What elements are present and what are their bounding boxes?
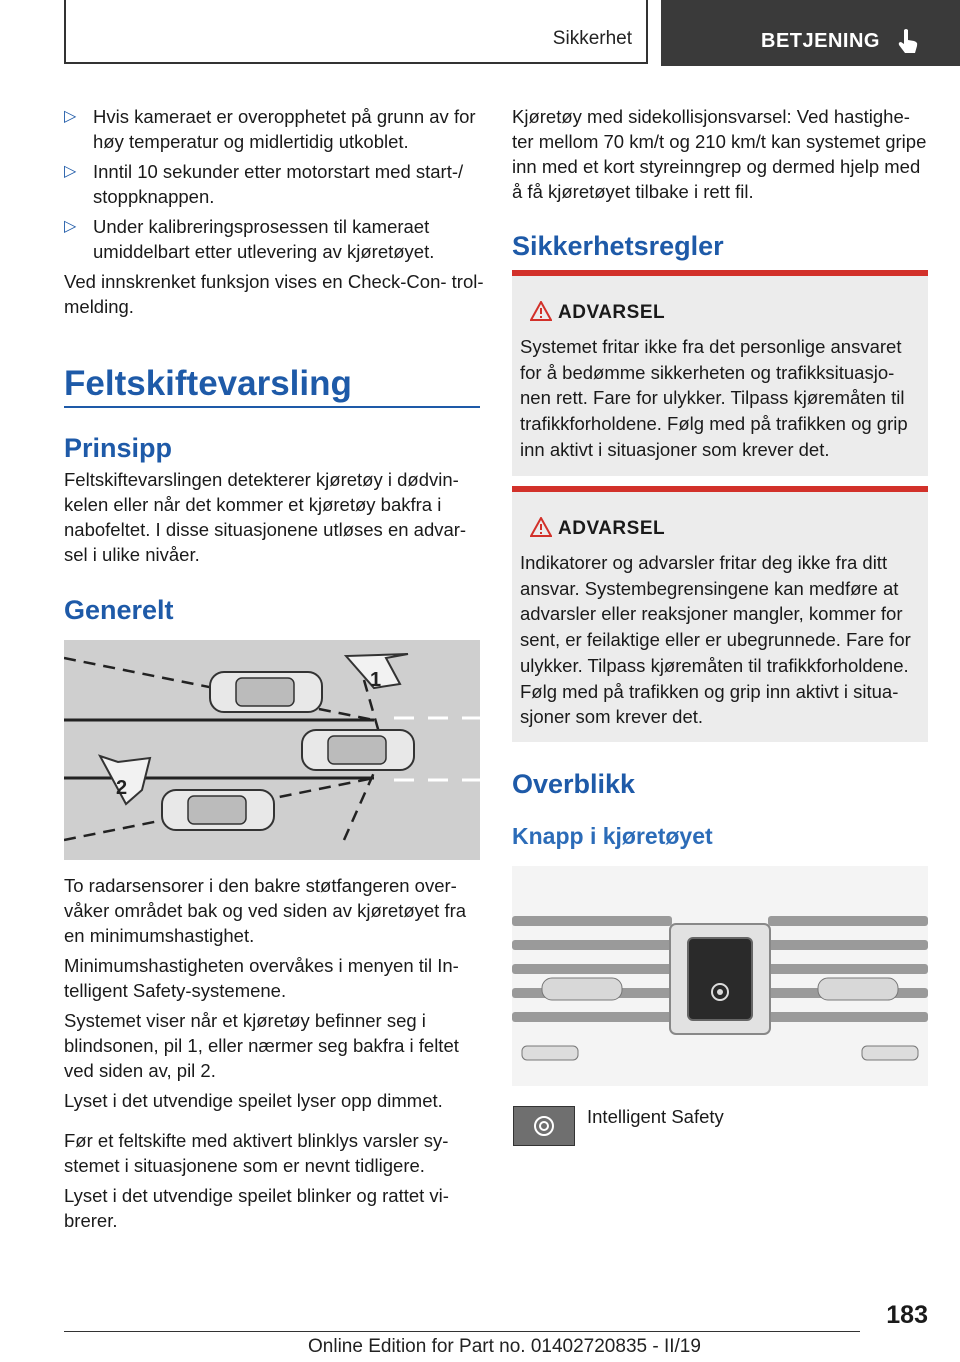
general-text — [64, 873, 484, 1233]
triangle-bullet-icon: ▷ — [64, 163, 77, 180]
car-top-icon — [210, 672, 322, 712]
list-item-text: Under kalibreringsprosessen til kameraet umiddelbart etter utlevering av kjøretøyet. — [93, 216, 435, 262]
warning-title: ADVARSEL — [520, 516, 920, 542]
principle-text: Feltskiftevarslingen detekterer kjøretøy i dødvin- kelen eller når det kommer et kjøretøy bakfra i nabofeltet. I disse situasjonene utløses en advar- sel i ulike nivåer. — [64, 469, 467, 565]
lane-change-diagram — [64, 640, 480, 860]
left-column — [64, 104, 484, 319]
general-section — [64, 594, 174, 626]
paragraph: To radarsensorer i den bakre støtfangeren over- våker området bak og ved siden av kjøretøyet fra en minimumshastighet. — [64, 875, 467, 946]
car-top-icon — [302, 730, 414, 770]
button-heading: Knapp i kjøretøyet — [512, 823, 713, 849]
list-item-text: Hvis kameraet er overopphetet på grunn av for høy temperatur og midlertidig utkoblet. — [93, 106, 476, 152]
paragraph: Kjøretøy med sidekollisjonsvarsel: Ved hastighe- ter mellom 70 km/t og 210 km/t kan systemet gripe inn med et kort styreinngrep og dermed hjelp med å få kjøretøyet tilbake i rett fil. — [512, 106, 927, 202]
car-top-icon — [162, 790, 274, 830]
title-underline — [64, 406, 480, 408]
right-intro — [512, 104, 932, 204]
warning-box — [512, 270, 928, 476]
warning-box — [512, 486, 928, 742]
hand-pointer-icon — [897, 28, 921, 56]
paragraph: Lyset i det utvendige speilet lyser opp dimmet. — [64, 1090, 443, 1111]
principle-heading: Prinsipp — [64, 433, 173, 463]
list-item-text: Inntil 10 sekunder etter motorstart med start-/ stoppknappen. — [93, 161, 464, 207]
page-title: Feltskiftevarsling — [64, 364, 352, 403]
svg-text:2: 2 — [116, 777, 128, 799]
dashboard-button-illustration — [512, 866, 928, 1086]
button-section — [512, 822, 713, 850]
paragraph: Lyset i det utvendige speilet blinker og rattet vi- brerer. — [64, 1185, 449, 1231]
safety-section — [512, 230, 724, 262]
header-section-label: Sikkerhet — [552, 28, 632, 49]
list-item — [64, 159, 484, 209]
principle-section — [64, 432, 484, 567]
triangle-bullet-icon: ▷ — [64, 218, 77, 235]
warning-triangle-icon — [530, 517, 552, 537]
footer-edition: Online Edition for Part no. 01402720835 - II/19 — [308, 1336, 701, 1357]
triangle-bullet-icon: ▷ — [64, 108, 77, 125]
overview-heading: Overblikk — [512, 769, 636, 799]
paragraph: Minimumshastigheten overvåkes i menyen til In- telligent Safety-systemene. — [64, 955, 459, 1001]
header-section-tab — [64, 0, 648, 64]
header-chapter-label: BETJENING — [761, 30, 880, 52]
warning-title: ADVARSEL — [520, 300, 920, 326]
intelligent-safety-label: Intelligent Safety — [587, 1106, 724, 1127]
list-item — [64, 214, 484, 264]
footer-divider — [64, 1331, 860, 1332]
safety-heading: Sikkerhetsregler — [512, 231, 724, 261]
warning-triangle-icon — [530, 301, 552, 321]
header-chapter-tab — [661, 0, 960, 66]
general-heading: Generelt — [64, 595, 174, 625]
section-feltskift — [64, 364, 480, 408]
paragraph: Før et feltskifte med aktivert blinklys varsler sy- stemet i situasjonene som er nevnt tidligere. — [64, 1130, 449, 1176]
overview-section — [512, 768, 635, 800]
paragraph: Systemet viser når et kjøretøy befinner seg i blindsonen, pil 1, eller nærmer seg bakfra i feltet ved siden av, pil 2. — [64, 1010, 459, 1081]
warning-text: Indikatorer og advarsler fritar deg ikke fra ditt ansvar. Systembegrensingene kan medføre at advarsler eller reaksjoner mangler, kommer for sent, er feilaktige eller er ubegrunnede. Fare for ulykker. Tilpass kjøremåten til trafikkforholdene. Følg med på trafikken og grip inn aktivt i situa- sjoner som krever det. — [520, 552, 911, 728]
warning-text: Systemet fritar ikke fra det personlige ansvaret for å bedømme sikkerheten og trafikksituasjo- nen rett. Fare for ulykker. Tilpass kjøremåten til trafikkforholdene. Følg med på trafikken og grip inn aktivt i situasjoner som krever det. — [520, 336, 908, 460]
svg-text:1: 1 — [370, 669, 382, 691]
restricted-function-text: Ved innskrenket funksjon vises en Check-Con- trol-melding. — [64, 271, 484, 317]
list-item — [64, 104, 484, 154]
page-number: 183 — [886, 1301, 928, 1329]
intelligent-safety-button-icon — [513, 1106, 575, 1146]
